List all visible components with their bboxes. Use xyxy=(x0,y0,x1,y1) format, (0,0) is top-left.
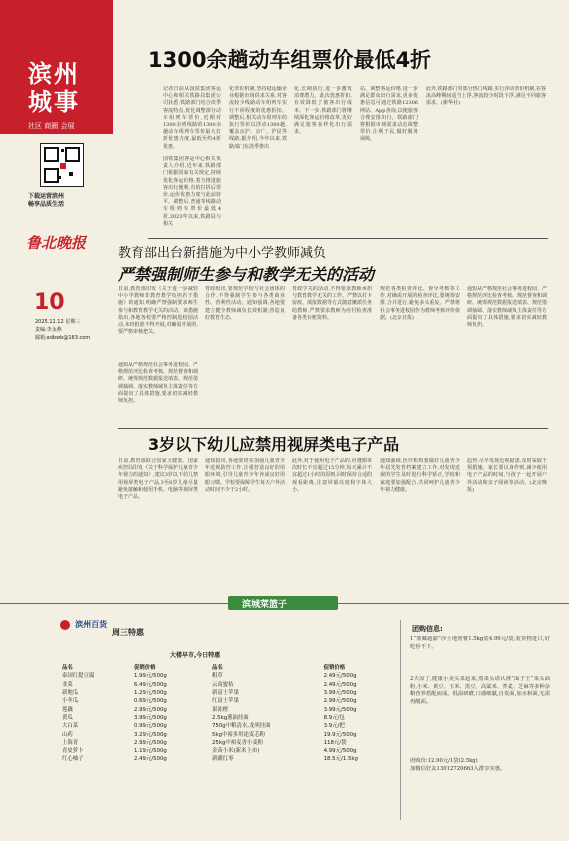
price-table-left xyxy=(60,663,205,763)
article2-col1: 日前,教育部印发《关于进一步减轻中小学教师非教育教学负担若干措施》的通知,明确严禁强制要求师生参与和教育教学无关的活动。该措施指出,各地各校要严格控制进校园活动,未经批准不得开展,对确需开展的,要严格审核把关。 xyxy=(118,286,198,336)
item-price: 2.99元/500g xyxy=(133,739,167,746)
table-row xyxy=(210,688,390,696)
item-price: 4.99元/500g xyxy=(323,748,357,755)
item-name: 新富士苹果 xyxy=(212,690,239,697)
item-price: 3.99元/500g xyxy=(133,714,167,721)
item-price: 1.29元/500g xyxy=(133,690,167,697)
newspaper-brand: 鲁北晚报 xyxy=(26,234,87,252)
qr-caption-2: 畅享品质生活 xyxy=(28,201,65,208)
qr-code xyxy=(40,143,84,187)
section-subtitle: 社区 商圈 会展 xyxy=(28,122,75,130)
divider xyxy=(400,620,401,820)
item-price: 1.19元/500g xyxy=(133,748,167,755)
table-row xyxy=(60,704,205,712)
item-name: 新地瓜 xyxy=(62,690,79,697)
item-name: 果冻橙 xyxy=(212,706,229,713)
table-row xyxy=(210,696,390,704)
page-number: 10 xyxy=(34,290,65,315)
item-price: 3.99元/500g xyxy=(323,690,357,697)
item-price: 2.99元/500g xyxy=(323,698,357,705)
editor-line: 责编:李永燕 xyxy=(35,327,62,333)
table-row xyxy=(210,729,390,737)
item-price: 3.29元/500g xyxy=(133,731,167,738)
item-price: 6.49元/500g xyxy=(133,681,167,688)
table-row xyxy=(60,746,205,754)
item-name: 5kg中裕多用途麦芯粉 xyxy=(212,731,266,738)
table-row xyxy=(60,671,205,679)
item-name: 2.5kg葱油挂面 xyxy=(212,714,249,721)
date-line: 2025.11.12 星期三 xyxy=(35,319,81,325)
section-title: 滨州城事 xyxy=(28,60,80,116)
table-row xyxy=(60,713,205,721)
article1-col3: 化票价机制,坚持稳运输企业根据市场供求关系,对客流较少线路动车组列车实行不同程度的优惠折扣。调整后,相关动车组列车的执行票价以浮动1300趟,覆盖京沪、京广、沪昆等线路,据介绍,今年以来,铁路部门在淡季推出 xyxy=(229,86,287,150)
email-line: 邮箱:adbwb@163.com xyxy=(35,335,91,341)
item-price: 3.9元/把 xyxy=(323,723,345,730)
table-row xyxy=(210,680,390,688)
item-name: 金苗小米(新米上市) xyxy=(212,748,260,755)
article3-col2: 通知指出,各地要切实加强儿童青少年近视防控工作,注重营造良好的用眼环境,引导儿童青少年养成良好用眼习惯。学校要保障学生每天户外活动时间不少于2小时。 xyxy=(205,458,285,493)
divider xyxy=(148,238,548,239)
item-name: 红心柚子 xyxy=(62,756,84,763)
col-header-name: 品名 xyxy=(62,665,73,672)
item-name: 泰国红提豆腐 xyxy=(62,673,95,680)
item-price: 2.49元/500g xyxy=(323,673,357,680)
table-row xyxy=(60,721,205,729)
item-price: 18.5元/1.5kg xyxy=(323,756,358,763)
market-tag xyxy=(228,596,338,610)
table-row xyxy=(60,754,205,762)
item-price: 19.9元/500g xyxy=(323,731,357,738)
group-title: 团购信息: xyxy=(412,625,443,633)
col-header-price: 促销价格 xyxy=(133,665,156,672)
article3-headline: 3岁以下幼儿应禁用视屏类电子产品 xyxy=(148,435,400,454)
item-name: 黄瓜 xyxy=(62,714,73,721)
table-row xyxy=(210,738,390,746)
table-row xyxy=(210,754,390,762)
item-name: 新疆红枣 xyxy=(212,756,234,763)
item-name: 云南蜜桔 xyxy=(212,681,234,688)
item-name: 莲藕 xyxy=(62,706,73,713)
article3-col1: 日前,教育部联合国家卫健委、国家疾控局印发《关于科学保护儿童青少年视力的通知》,建议3岁以下幼儿禁用视屏类电子产品,3至6岁儿童尽量避免接触和使用手机、电脑等视屏类电子产品。 xyxy=(118,458,198,501)
table-row xyxy=(210,713,390,721)
item-price: 1.99元/500g xyxy=(133,673,167,680)
table-row xyxy=(60,688,205,696)
item-name: 粗草 xyxy=(212,673,223,680)
divider xyxy=(338,603,569,604)
table-row xyxy=(60,696,205,704)
article1-col1: 记者日前从国铁集团客运中心和相关铁路局集团公司获悉,铁路部门结合淡季客流特点,优化调整部分动车组列车票价,近期对1300余列线路的1300余趟动车组列车票价最大打折优惠力度,最低至约4折优惠。 xyxy=(163,86,221,150)
article2-col4: 育政学关的活动,不得要求教师承担与教育教学无关的工作。严禁以打卡留痕、填报数据等方式随意摊派任务给教师,严禁要求教师为应付检查准备各类台账资料。 xyxy=(292,286,372,321)
table-row xyxy=(210,704,390,712)
store-logo xyxy=(60,614,107,633)
table-row xyxy=(210,671,390,679)
article1-col6: 此外,铁路部门对部分热门线路,实行浮动票价机制,在客流高峰期间适当上浮,客流较少时段下浮,满足不同旅客需求。(新华社) xyxy=(426,86,546,107)
table-row xyxy=(60,738,205,746)
market-tag-label: 滨城菜篮子 xyxy=(242,600,288,610)
article3-col5: 趋势,尽早发现近视隐患,及时采取干预措施。家长要以身作则,减少使用电子产品的时间,与孩子一起开展户外活动和亲子阅读等活动。(北京晚报) xyxy=(467,458,547,493)
table-row xyxy=(210,746,390,754)
group-item-1: 1“蒙藏超甜”沙土地密薯1.5kg装4.99元/袋,装货物进口,好吃停不下。 xyxy=(410,636,550,650)
article1-headline: 1300余趟动车组票价最低4折 xyxy=(148,48,432,72)
divider xyxy=(0,603,228,604)
market-banner: 周三特惠 xyxy=(112,628,144,637)
price-table-right xyxy=(210,663,390,763)
article1-col2: 国铁集团客运中心相关负责人介绍,近年来,铁路部门依据国家有关规定,持续优化客运价格,着力推进旅客出行便利,有的打折后票价,运价优惠力度与此前持平。调整后,普通等线路动车组列车票价最低4折,2023年以来,铁路局与相关 xyxy=(163,156,221,227)
article3-col3: 此外,对于使用电子产品的,应遵循单次时长不宜超过15分钟,每天累计不宜超过1小时的原则,同时保持合适的观看距离,注意屏幕亮度和字体大小。 xyxy=(292,458,372,493)
article2-col2: 通知从严格规范社会事务进校园、严格规范评比检查考核、规范督查和调研、统筹规范数据报送填表、规范借调抽调、落实教师减负主体责任等方面提出了具体措施,要求切实减轻教师负担。 xyxy=(118,362,198,405)
item-name: 韭菜 xyxy=(62,681,73,688)
item-name: 25kg中裕麦香小麦粉 xyxy=(212,739,264,746)
item-price: 2.49元/500g xyxy=(133,756,167,763)
item-price: 2.49元/500g xyxy=(323,681,357,688)
article3-col4: 通知强调,医疗机构要做好儿童青少年屈光发育档案建立工作,对发现近视的学生及时进行科学矫正,学校和家庭要加强配合,共同呵护儿童青少年视力健康。 xyxy=(380,458,460,493)
item-price: 118元/袋 xyxy=(323,739,347,746)
item-price: 8.9元/包 xyxy=(323,714,345,721)
table-row xyxy=(60,680,205,688)
table-header-row xyxy=(60,663,205,671)
store-logo-text: 滨州百货 xyxy=(75,620,108,629)
group-contact: 加微信好友13012720663入群享实惠。 xyxy=(410,766,506,772)
item-name: 山药 xyxy=(62,731,73,738)
group-item-2: 2天凉了,健康小美头菜起来,蒸菜头请认准“面子王”菜头面粉,小米、黄豆、玉米、黑豆、高粱米、荞麦、芝麻等多种杂粮营养搭配而成。低温研磨,口感细腻,自发面,加水和面,无需再醒面。 xyxy=(410,676,550,705)
item-price: 0.99元/500g xyxy=(133,723,167,730)
item-name: 青皮萝卜 xyxy=(62,748,84,755)
item-name: 小冬瓜 xyxy=(62,698,79,705)
article1-col5: 站、调整客运价格,进一步满足群众出行需求,更多优惠信息可通过铁路12306网站、App查询,以便旅客合理安排出行。铁路部门将根据市场需求动态调整票价,让利于民,做好服务保障。 xyxy=(360,86,418,143)
table-row xyxy=(60,729,205,737)
item-price: 3.99元/500g xyxy=(323,706,357,713)
table-row xyxy=(210,721,390,729)
item-name: 红富士苹果 xyxy=(212,698,239,705)
article2-col5: 规范各类检查评比、督导考核等工作,对确需开展的检查评比,要统筹安排,合并进行,避免多头重复。严禁将社会事务进校园作为教师考核评价依据。(北京日报) xyxy=(380,286,460,321)
article2-col3: 育政组出,要规范学校与社会团体的合作,不得强制学生参与各类商业性、营利性活动。通知强调,各地要建立健全教师减负长效机制,营造良好教育生态。 xyxy=(205,286,285,321)
divider xyxy=(118,428,548,429)
article2-col6: 通知从严格规范社会事务进校园、严格规范评比检查考核、规范督查和调研、统筹规范数据报送填表、规范借调抽调、落实教师减负主体责任等方面提出了具体措施,要求切实减轻教师负担。 xyxy=(467,286,547,329)
table-header-row xyxy=(210,663,390,671)
item-price: 0.69元/500g xyxy=(133,698,167,705)
market-slogan: 大楼早市,今日特惠 xyxy=(170,652,221,659)
col-header-price: 促销价格 xyxy=(323,665,346,672)
article2-kicker: 教育部出台新措施为中小学教师减负 xyxy=(118,246,327,261)
col-header-name: 品名 xyxy=(212,665,223,672)
group-price: 团购价:12.90元/1袋(2.5kg) xyxy=(410,758,478,764)
store-logo-icon xyxy=(60,620,70,630)
qr-caption-1: 下载运营滨州 xyxy=(28,193,65,200)
item-price: 2.99元/500g xyxy=(133,706,167,713)
article2-headline: 严禁强制师生参与和教学无关的活动 xyxy=(118,265,375,284)
item-name: 上海青 xyxy=(62,739,79,746)
item-name: 750g中粮清水,龙须挂面 xyxy=(212,723,271,730)
article1-col4: 化,长期执行,进一步激发消费潜力。此次优惠折扣,有效降低了旅客出行成本。下一步,铁路部门将继续深化客运价格改革,更好满足旅客多样化出行需求。 xyxy=(294,86,352,136)
item-name: 大白菜 xyxy=(62,723,79,730)
